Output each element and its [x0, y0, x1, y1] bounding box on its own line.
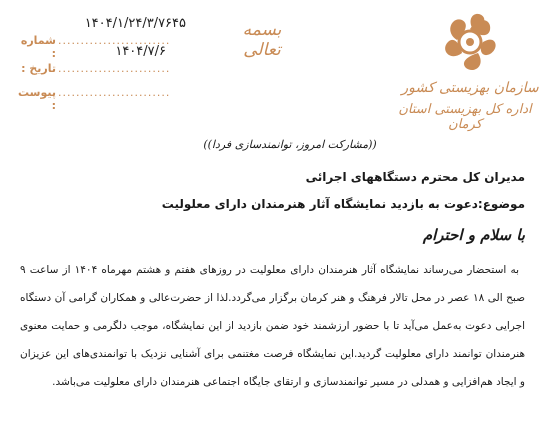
greeting: با سلام و احترام	[422, 226, 525, 244]
organization-name: سازمان بهزیستی کشور	[401, 80, 539, 96]
number-label: شماره :	[20, 34, 56, 60]
number-dots: .........................	[58, 34, 171, 47]
attachment-dots: .........................	[58, 86, 171, 99]
letter-body: به استحضار می‌رساند نمایشگاه آثار هنرمندان دارای معلولیت در روزهای هفتم و هشتم مهرماه ۱۴۰۴ از ساعت ۹ صبح الی ۱۸ عصر در محل تالار فرهنگ و هنر کرمان برگزار می‌گردد.لذا از حضرت‌عالی و همکاران گرامی آن دستگاه اجرایی دعوت به‌عمل می‌آید تا با حضور ارزشمند خود ضمن بازدید از این نمایشگاه، موجب دلگرمی و حمایت معنوی هنرمندان توانمند دارای معلولیت گردید.این نمایشگاه فرصت مغتنمی برای آشنایی نزدیک با توانمندی‌های این عزیزان و ایجاد هم‌افزایی و همدلی در مسیر توانمندسازی و ارتقای جایگاه اجتماعی هنرمندان دارای معلولیت می‌باشد.	[20, 264, 526, 388]
attachment-label: پیوست :	[18, 86, 56, 112]
date-label: تاریخ :	[21, 62, 56, 75]
organization-logo	[420, 6, 520, 76]
subject: موضوع:دعوت به بازدید نمایشگاه آثار هنرمندان دارای معلولیت	[161, 197, 525, 211]
flower-logo-icon	[420, 6, 520, 76]
date-dots: .........................	[58, 62, 171, 75]
department-name: اداره کل بهزیستی استان کرمان	[398, 102, 532, 132]
letter-number: ۱۴۰۴/۱/۲۴/۳/۷۶۴۵	[84, 16, 186, 31]
letter-date: ۱۴۰۴/۷/۶	[115, 44, 166, 59]
recipient: مدیران کل محترم دستگاههای اجرائی	[305, 170, 525, 184]
slogan: ((مشارکت امروز، توانمندسازی فردا))	[203, 138, 377, 151]
meta-block	[14, 10, 186, 112]
bismillah: بسمه تعالی	[242, 20, 282, 60]
